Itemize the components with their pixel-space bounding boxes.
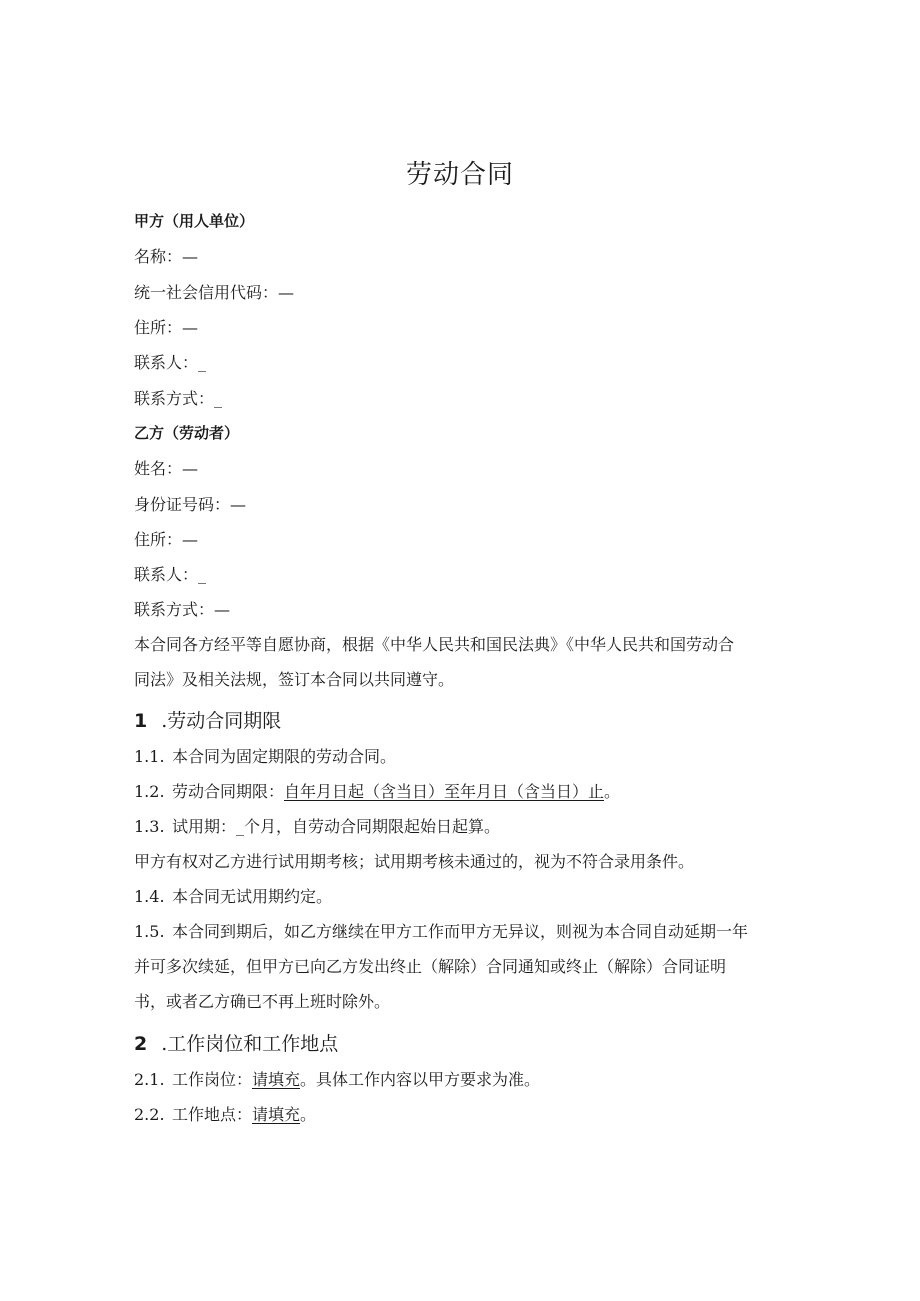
clause-number: 1.3. <box>134 817 165 836</box>
clause-1-5-line-2: 并可多次续延，但甲方已向乙方发出终止（解除）合同通知或终止（解除）合同证明 <box>134 957 727 976</box>
party-b-address: 住所：— <box>134 530 199 549</box>
clause-2-1 <box>134 1067 540 1090</box>
section-2-heading <box>134 1029 338 1056</box>
preamble-line-2: 同法》及相关法规，签订本合同以共同遵守。 <box>134 670 455 689</box>
clause-prefix: 劳动合同期限： <box>172 782 285 801</box>
clause-1-3-note: 甲方有权对乙方进行试用期考核；试用期考核未通过的，视为不符合录用条件。 <box>134 852 695 871</box>
page-title: 劳动合同 <box>405 160 514 190</box>
clause-1-2 <box>134 779 620 802</box>
section-1-title: .劳动合同期限 <box>161 710 282 732</box>
party-b-contact-person: 联系人：_ <box>134 565 207 584</box>
party-a-address: 住所：— <box>134 318 199 337</box>
term-period-field: 自年月日起（含当日）至年月日（含当日）止 <box>284 782 605 801</box>
work-location-field: 请填充 <box>252 1105 301 1124</box>
party-a-credit-code: 统一社会信用代码：— <box>134 283 295 302</box>
clause-prefix: 工作岗位： <box>172 1070 253 1089</box>
party-a-contact-person: 联系人：_ <box>134 353 207 372</box>
preamble-line-1: 本合同各方经平等自愿协商，根据《中华人民共和国民法典》《中华人民共和国劳动合 <box>134 635 735 654</box>
clause-number: 1.1. <box>134 747 165 766</box>
section-2-title: .工作岗位和工作地点 <box>161 1033 339 1055</box>
clause-text: 本合同为固定期限的劳动合同。 <box>172 747 397 766</box>
party-a-heading: 甲方（用人单位） <box>134 212 255 230</box>
clause-text: 试用期：_个月，自劳动合同期限起始日起算。 <box>172 817 501 836</box>
clause-suffix: 。具体工作内容以甲方要求为准。 <box>300 1070 541 1089</box>
clause-1-3 <box>134 814 500 837</box>
clause-number: 2.1. <box>134 1070 165 1089</box>
clause-1-5-line-3: 书，或者乙方确已不再上班时除外。 <box>134 992 391 1011</box>
party-b-contact-method: 联系方式：— <box>134 600 231 619</box>
clause-suffix: 。 <box>300 1105 317 1124</box>
party-b-heading: 乙方（劳动者） <box>134 424 240 442</box>
clause-number: 1.2. <box>134 782 165 801</box>
section-2-number: 2 <box>134 1033 148 1055</box>
clause-1-4 <box>134 884 332 907</box>
party-b-id-number: 身份证号码：— <box>134 495 247 514</box>
clause-number: 2.2. <box>134 1105 165 1124</box>
clause-1-1 <box>134 744 396 767</box>
clause-2-2 <box>134 1102 316 1125</box>
party-a-contact-method: 联系方式：_ <box>134 389 223 408</box>
section-1-number: 1 <box>134 710 148 732</box>
job-position-field: 请填充 <box>252 1070 301 1089</box>
clause-text: 本合同无试用期约定。 <box>172 887 333 906</box>
section-1-heading <box>134 706 281 733</box>
party-a-name: 名称：— <box>134 247 199 266</box>
clause-number: 1.4. <box>134 887 165 906</box>
party-b-name: 姓名：— <box>134 459 199 478</box>
clause-number: 1.5. <box>134 922 165 941</box>
clause-text: 本合同到期后，如乙方继续在甲方工作而甲方无异议，则视为本合同自动延期一年 <box>172 922 749 941</box>
clause-prefix: 工作地点： <box>172 1105 253 1124</box>
clause-1-5 <box>134 919 748 942</box>
clause-suffix: 。 <box>604 782 621 801</box>
